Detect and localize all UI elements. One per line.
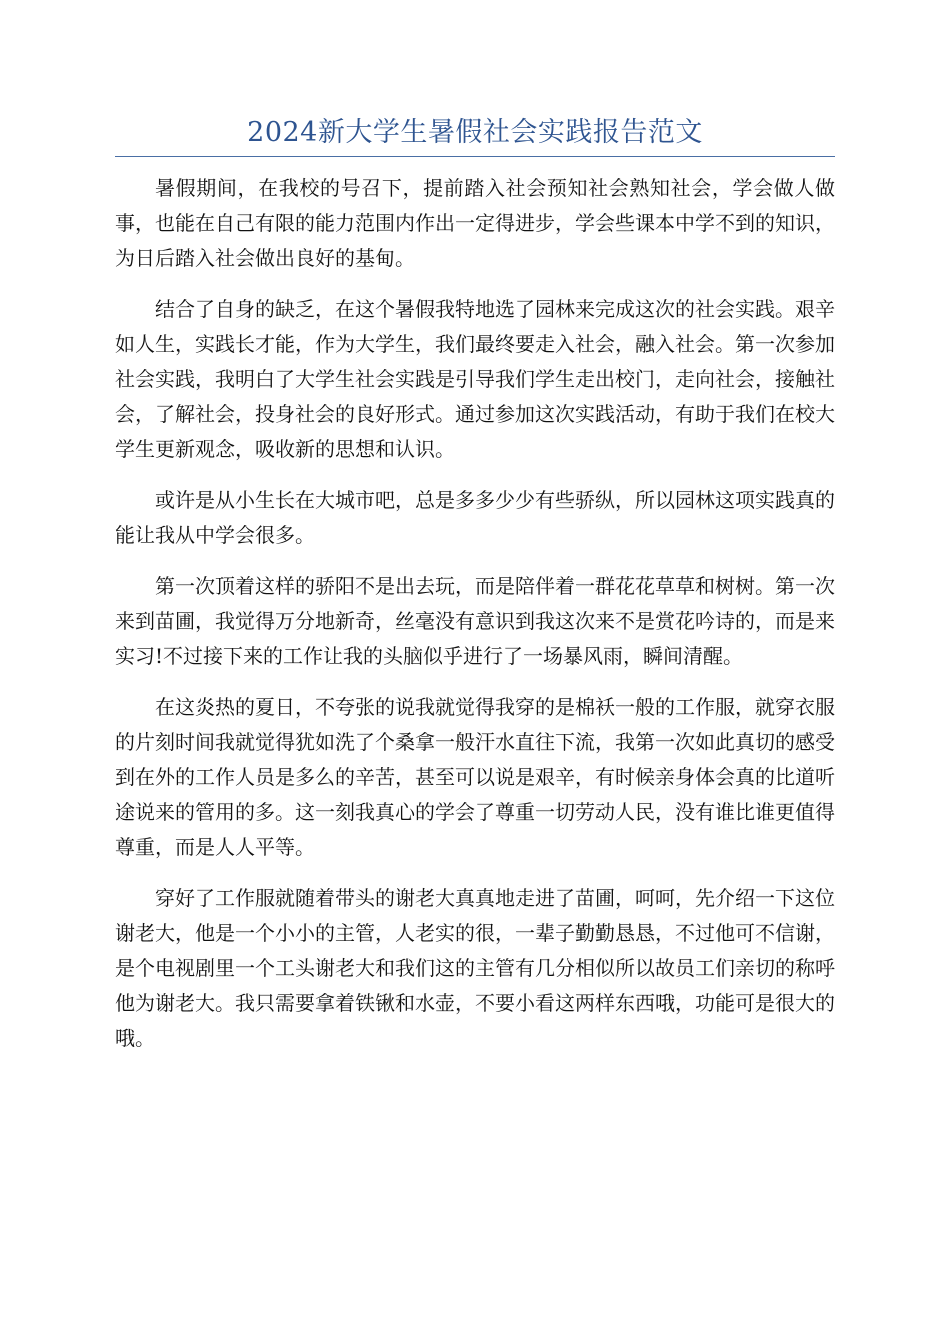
document-body — [115, 171, 835, 1072]
paragraph-4: 第一次顶着这样的骄阳不是出去玩，而是陪伴着一群花花草草和树树。第一次来到苗圃，我觉得万分地新奇，丝毫没有意识到我这次来不是赏花吟诗的，而是来实习!不过接下来的工作让我的头脑似乎进行了一场暴风雨，瞬间清醒。 — [115, 574, 835, 668]
paragraph-2: 结合了自身的缺乏，在这个暑假我特地选了园林来完成这次的社会实践。艰辛如人生，实践长才能，作为大学生，我们最终要走入社会，融入社会。第一次参加社会实践，我明白了大学生社会实践是引导我们学生走出校门，走向社会，接触社会，了解社会，投身社会的良好形式。通过参加这次实践活动，有助于我们在校大学生更新观念，吸收新的思想和认识。 — [115, 297, 835, 461]
paragraph-1: 暑假期间，在我校的号召下，提前踏入社会预知社会熟知社会，学会做人做事，也能在自己有限的能力范围内作出一定得进步，学会些课本中学不到的知识，为日后踏入社会做出良好的基甸。 — [115, 176, 835, 270]
title-block — [115, 110, 835, 157]
paragraph-6: 穿好了工作服就随着带头的谢老大真真地走进了苗圃，呵呵，先介绍一下这位谢老大，他是一个小小的主管，人老实的很，一辈子勤勤恳恳，不过他可不信谢，是个电视剧里一个工头谢老大和我们这的主管有几分相似所以故员工们亲切的称呼他为谢老大。我只需要拿着铁锹和水壶，不要小看这两样东西哦，功能可是很大的哦。 — [115, 886, 835, 1050]
paragraph-3: 或许是从小生长在大城市吧，总是多多少少有些骄纵，所以园林这项实践真的能让我从中学会很多。 — [115, 488, 835, 547]
paragraph-5: 在这炎热的夏日，不夸张的说我就觉得我穿的是棉袄一般的工作服，就穿衣服的片刻时间我就觉得犹如洗了个桑拿一般汗水直往下流，我第一次如此真切的感受到在外的工作人员是多么的辛苦，甚至可以说是艰辛，有时候亲身体会真的比道听途说来的管用的多。这一刻我真心的学会了尊重一切劳动人民，没有谁比谁更值得尊重，而是人人平等。 — [115, 695, 835, 859]
document-title: 2024新大学生暑假社会实践报告范文 — [247, 117, 703, 148]
